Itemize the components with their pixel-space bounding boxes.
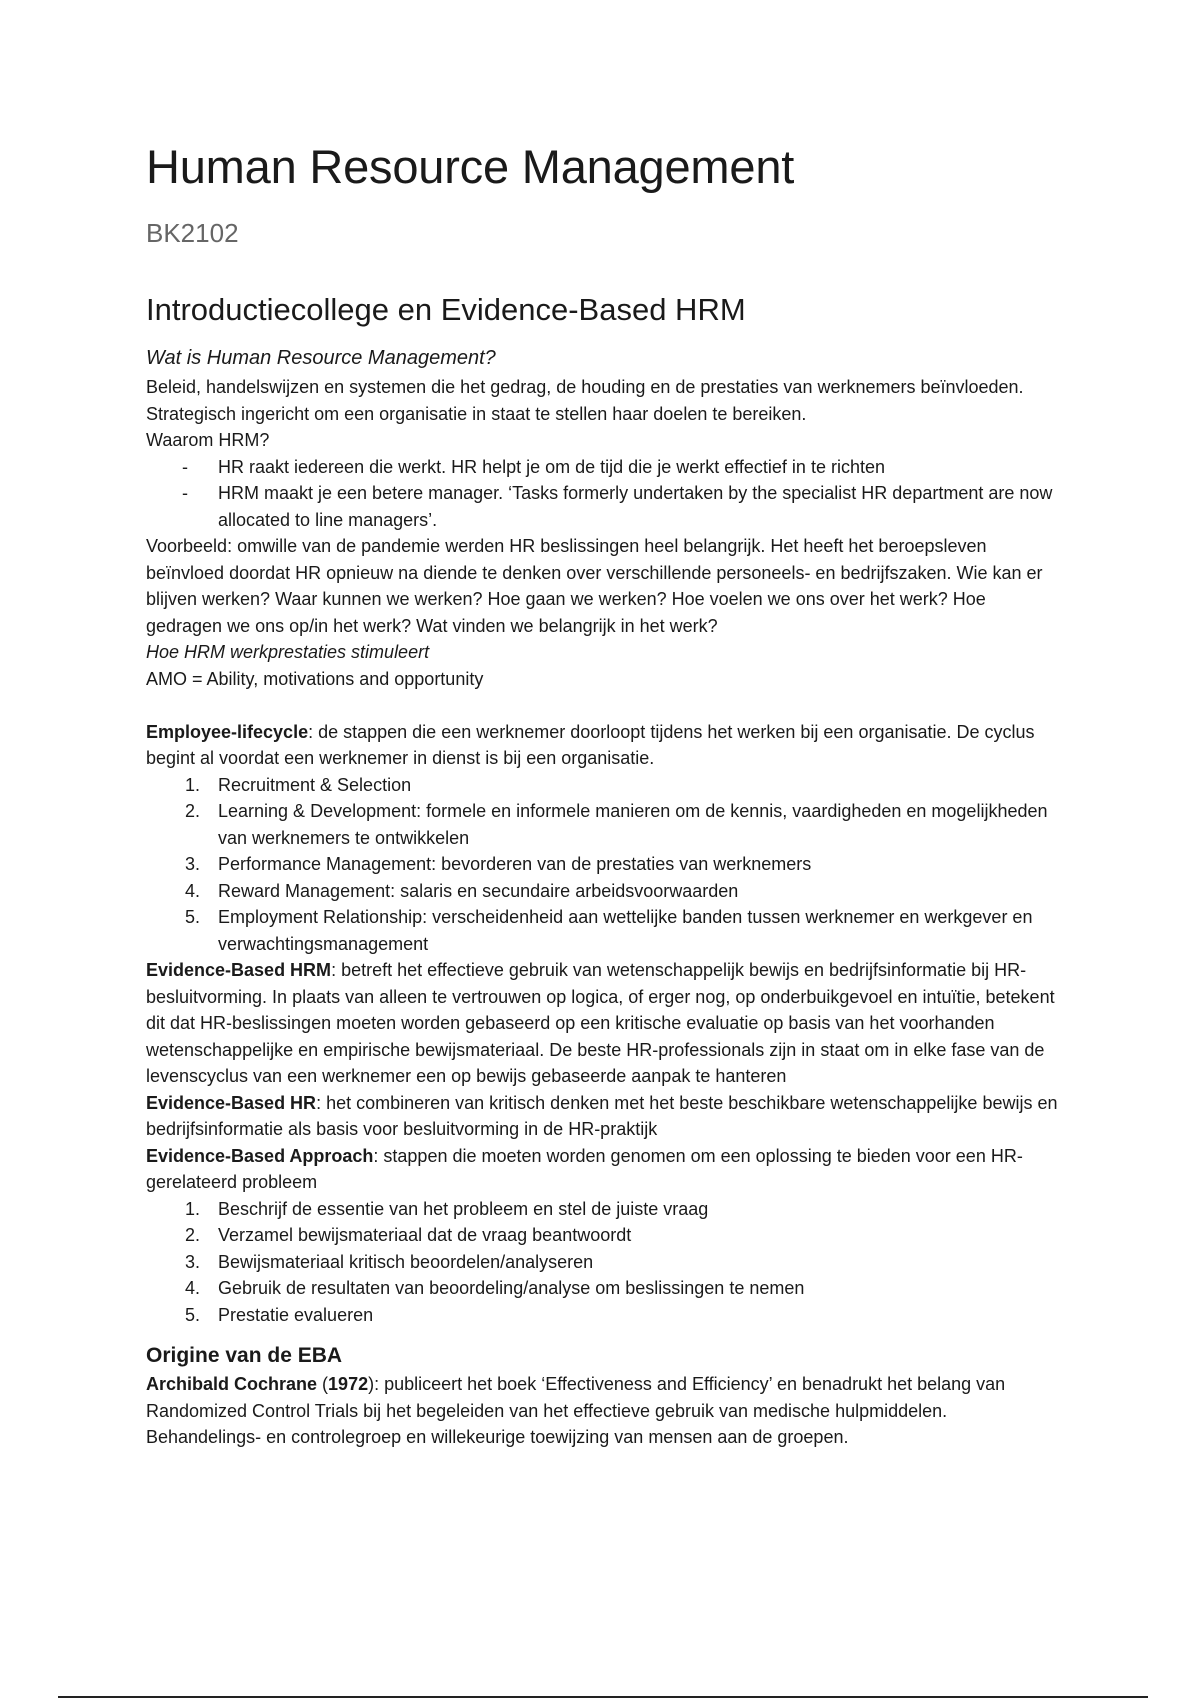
list-item [146,1222,1066,1249]
course-code: BK2102 [146,218,239,248]
document-title: Human Resource Management [146,140,795,193]
list-item-text: HR raakt iedereen die werkt. HR helpt je om de tijd die je werkt effectief in te richten [218,456,885,477]
list-item-text: HRM maakt je een betere manager. ‘Tasks formerly undertaken by the specialist HR department are now allocated to line managers’. [218,483,1053,530]
list-number: 1. [184,1198,200,1219]
origin-paren-open: ( [317,1374,329,1394]
eba-steps-list [146,1196,1066,1329]
list-number: 2. [184,1225,200,1245]
list-item [146,878,1066,905]
list-number: 5. [184,907,200,927]
ebhr-term: Evidence-Based HR [146,1092,317,1113]
list-item-text: Performance Management: bevorderen van de prestaties van werknemers [218,854,812,874]
why-hrm-label: Waarom HRM? [146,430,270,450]
list-number: 1. [184,774,200,795]
list-item-text: Beschrijf de essentie van het probleem en stel de juiste vraag [218,1198,709,1219]
ebhrm-text: : betreft het effectieve gebruik van wetenschappelijk bewijs en bedrijfsinformatie bij HR-besluitvorming. In plaats van alleen te vertrouwen op logica, of erger nog, op onderbuikgevoel en intuïtie, betekent dit dat HR-beslissingen moeten worden gebaseerd op een kritische evaluatie op basis van het voorhanden wetenschappelijke en empirische bewijsmateriaal. De beste HR-professionals zijn in staat om in elke fase van de levenscyclus van een werknemer een op bewijs gebaseerde aanpak te hanteren [146,960,1055,1086]
section-title: Introductiecollege en Evidence-Based HRM [146,292,746,327]
list-item [146,1275,1066,1302]
dash-bullet: - [182,456,188,477]
list-item-text: Gebruik de resultaten van beoordeling/analyse om beslissingen te nemen [218,1278,805,1298]
list-item-text: Learning & Development: formele en informele manieren om de kennis, vaardigheden en mogelijkheden van werknemers te ontwikkelen [218,801,1048,848]
why-hrm-list [146,454,1066,534]
list-item [146,1249,1066,1276]
eba-text: : stappen die moeten worden genomen om een oplossing te bieden voor een HR-gerelateerd probleem [146,1145,1023,1192]
blank-line [146,692,1066,719]
list-number: 5. [184,1304,200,1325]
stimulates-heading: Hoe HRM werkprestaties stimuleert [146,642,430,662]
origin-term: Archibald Cochrane [146,1374,318,1394]
list-number: 4. [184,880,200,901]
ebhrm-term: Evidence-Based HRM [146,960,332,980]
list-item [146,798,1066,851]
list-item [146,1302,1066,1329]
pandemic-example: Voorbeeld: omwille van de pandemie werden HR beslissingen heel belangrijk. Het heeft het beroepsleven beïnvloed doordat HR opnieuw na diende te denken over verschillende personeels- en bedrijfszaken. Wie kan er blijven werken? Waar kunnen we werken? Hoe gaan we werken? Hoe voelen we ons over het werk? Hoe gedragen we ons op/in het werk? Wat vinden we belangrijk in het werk? [146,536,1043,636]
lifecycle-list [146,772,1066,958]
list-item [146,772,1066,799]
list-item-text: Prestatie evalueren [218,1304,374,1325]
list-item-text: Employment Relationship: verscheidenheid aan wettelijke banden tussen werknemer en werkgever en verwachtingsmanagement [218,907,1033,954]
list-number: 3. [184,854,200,874]
list-item-text: Reward Management: salaris en secundaire arbeidsvoorwaarden [218,880,739,901]
list-item [146,904,1066,957]
eba-paragraph [146,1143,1066,1196]
list-item-text: Recruitment & Selection [218,774,412,795]
origin-text: ): publiceert het boek ‘Effectiveness and Efficiency’ en benadrukt het belang van Randomized Control Trials bij het begeleiden van het effectieve gebruik van medische hulpmiddelen. Behandelings- en controlegroep en willekeurige toewijzing van mensen aan de groepen. [146,1374,1006,1447]
hrm-definition: Beleid, handelswijzen en systemen die het gedrag, de houding en de prestaties van werknemers beïnvloeden. Strategisch ingericht om een organisatie in staat te stellen haar doelen te bereiken. [146,377,1024,424]
eba-term: Evidence-Based Approach [146,1145,374,1166]
ebhr-paragraph [146,1090,1066,1143]
dash-bullet: - [182,483,188,503]
list-number: 3. [184,1251,200,1272]
ebhr-text: : het combineren van kritisch denken met het beste beschikbare wetenschappelijke bewijs en bedrijfsinformatie als basis voor besluitvorming in de HR-praktijk [146,1092,1058,1139]
list-item-text: Bewijsmateriaal kritisch beoordelen/analyseren [218,1251,594,1272]
lifecycle-paragraph [146,719,1066,772]
list-number: 4. [184,1278,200,1298]
origin-year: 1972 [328,1374,369,1394]
origin-paragraph [146,1371,1066,1451]
list-item-text: Verzamel bewijsmateriaal dat de vraag beantwoordt [218,1225,632,1245]
page-bottom-rule [58,1696,1148,1698]
amo-definition: AMO = Ability, motivations and opportunity [146,668,484,689]
lifecycle-text: : de stappen die een werknemer doorloopt tijdens het werken bij een organisatie. De cyclus begint al voordat een werknemer in dienst is bij een organisatie. [146,721,1035,768]
ebhrm-paragraph [146,957,1066,1090]
list-item [146,454,1066,481]
question-heading: Wat is Human Resource Management? [146,347,496,369]
list-number: 2. [184,801,200,821]
origin-heading: Origine van de EBA [146,1344,343,1367]
document-body [146,346,1066,1451]
lifecycle-term: Employee-lifecycle [146,721,309,742]
list-item [146,480,1066,533]
list-item [146,851,1066,878]
blank-line [146,1328,1066,1341]
list-item [146,1196,1066,1223]
